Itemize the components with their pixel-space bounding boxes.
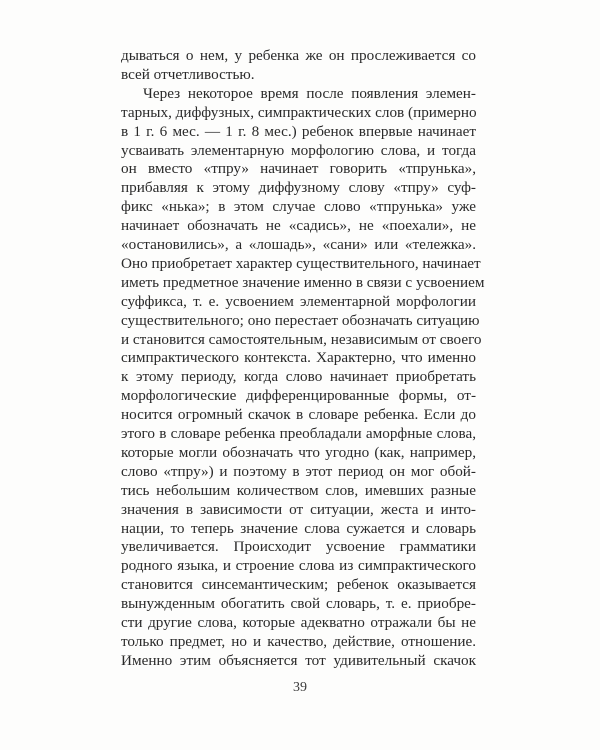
text-line: Именно этим объясняется тот удивительный скачок [121, 651, 476, 669]
text-line: сти другие слова, которые адекватно отражали бы не [121, 614, 476, 631]
text-line: тарных, диффузных, симпрактических слов (примерно [121, 103, 477, 121]
text-line: дываться о нем, у ребенка же он прослеживается со [121, 47, 476, 64]
text-line: тись небольшим количеством слов, имевших разные [121, 481, 476, 499]
text-line: которые могли обозначать что угодно (как, например, [121, 443, 476, 461]
text-line: и становится самостоятельным, независимым от своего [121, 330, 482, 348]
text-line: увеличивается. Происходит усвоение грамматики [121, 538, 476, 556]
text-line: к этому периоду, когда слово начинает приобретать [121, 368, 476, 386]
page-number: 39 [293, 680, 307, 695]
text-line: слово «тпру») и поэтому в этот период он мог обой- [121, 462, 476, 480]
text-line: морфологические дифференцированные формы, от- [121, 387, 476, 405]
text-line: становится синсемантическим; ребенок оказывается [121, 576, 476, 594]
text-line: суффикса, т. е. усвоением элементарной морфологии [121, 292, 476, 310]
text-line: усваивать элементарную морфологию слова, и тогда [121, 141, 476, 159]
text-line: начинает обозначать не «садись», не «поехали», не [121, 217, 476, 235]
text-line: прибавляя к этому диффузному слову «тпру» суф- [121, 179, 476, 197]
text-line: значения в зависимости от ситуации, жеста и инто- [121, 500, 476, 518]
text-line: всей отчетливостью. [121, 65, 255, 83]
text-line: существительного; оно перестает обозначать ситуацию [121, 311, 480, 329]
text-line: в 1 г. 6 мес. — 1 г. 8 мес.) ребенок впервые начинает [121, 122, 476, 140]
text-line: этого в словаре ребенка преобладали аморфные слова, [121, 425, 476, 442]
paragraph-first-line: Через некоторое время после появления элемен- [143, 84, 476, 102]
text-line: иметь предметное значение именно в связи с усвоением [121, 273, 485, 291]
text-line: «остановились», а «лошадь», «сани» или «тележка». [121, 236, 476, 253]
text-line: носится огромный скачок в словаре ребенка. Если до [121, 406, 476, 424]
text-line: только предмет, но и качество, действие, отношение. [121, 632, 476, 650]
text-line: симпрактического контекста. Характерно, что именно [121, 349, 476, 367]
text-line: он вместо «тпру» начинает говорить «тпрунька», [121, 160, 476, 178]
text-line: нации, то теперь значение слова сужается и словарь [121, 519, 476, 537]
text-line: вынужденным обогатить свой словарь, т. е. приобре- [121, 595, 476, 613]
text-line: фикс «нька»; в этом случае слово «тпрунька» уже [121, 198, 476, 216]
text-line: Оно приобретает характер существительного, начинает [121, 254, 481, 272]
text-line: родного языка, и строение слова из симпрактического [121, 557, 476, 575]
